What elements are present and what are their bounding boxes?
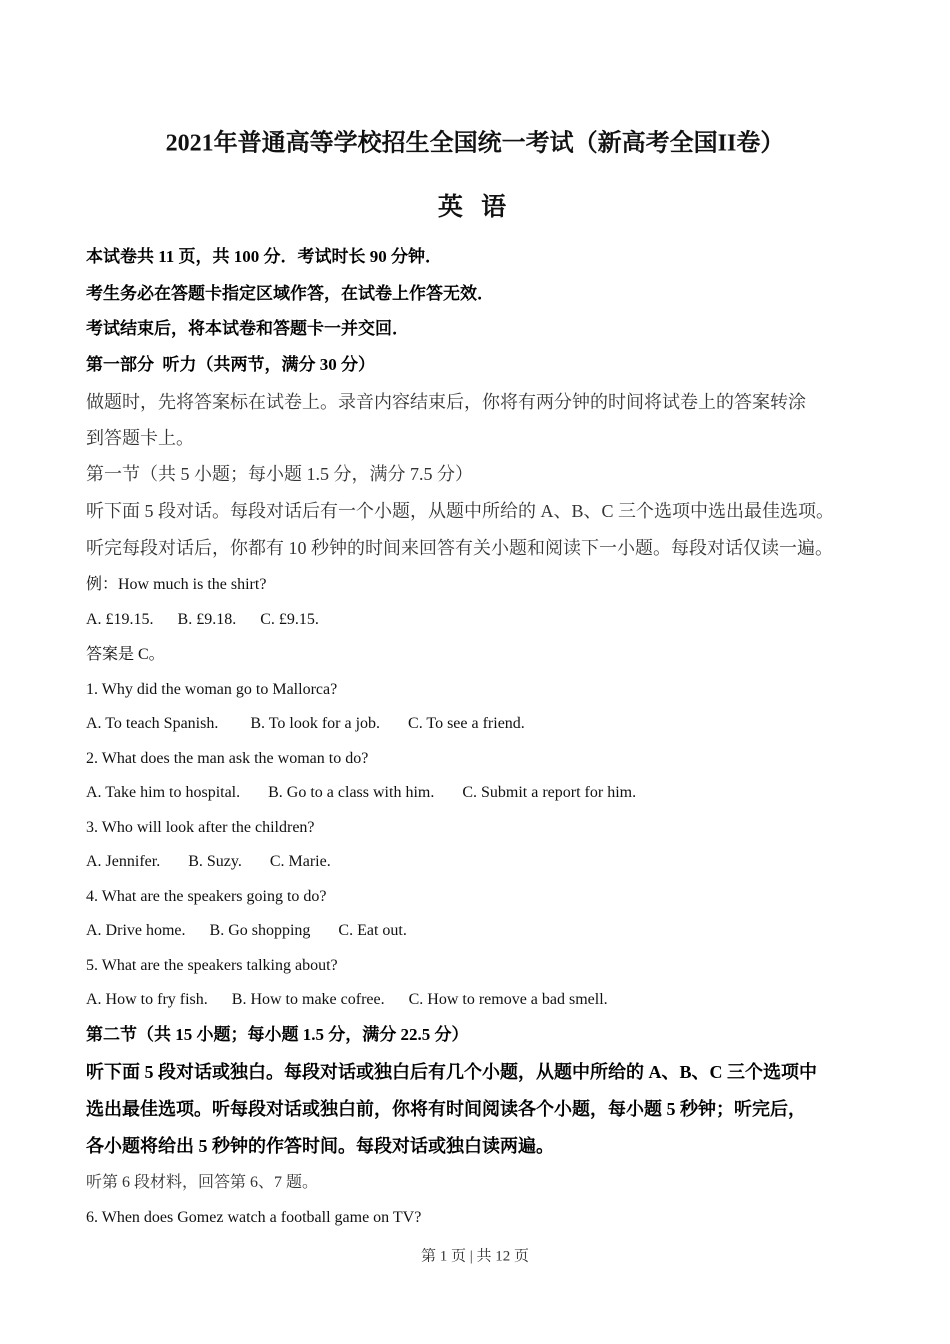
page-footer: 第 1 页 | 共 12 页 xyxy=(420,1248,529,1265)
question: 2. What does the man ask the woman to do? xyxy=(86,750,369,767)
instruction-line: 听完每段对话后，你都有 10 秒钟的时间来回答有关小题和阅读下一小题。每段对话仅读一遍。 xyxy=(86,538,833,558)
section-heading: 第一节（共 5 小题；每小题 1.5 分，满分 7.5 分） xyxy=(86,464,473,484)
question-options: A. How to fry fish. B. How to make cofree. C. How to remove a bad smell. xyxy=(86,991,608,1008)
instruction-line: 听下面 5 段对话或独白。每段对话或独白后有几个小题，从题中所给的 A、B、C 三个选项中 xyxy=(86,1062,817,1082)
question: 1. Why did the woman go to Mallorca? xyxy=(86,681,338,698)
section-heading: 第二节（共 15 小题；每小题 1.5 分，满分 22.5 分） xyxy=(86,1025,469,1044)
notice-line: 本试卷共 11 页，共 100 分．考试时长 90 分钟． xyxy=(86,247,443,266)
notice-line: 考试结束后，将本试卷和答题卡一并交回． xyxy=(86,319,409,338)
exam-title: 2021年普通高等学校招生全国统一考试（新高考全国II卷） xyxy=(165,130,785,157)
example-question: 例：How much is the shirt? xyxy=(86,576,267,593)
instruction-line: 听下面 5 段对话。每段对话后有一个小题，从题中所给的 A、B、C 三个选项中选出最佳选项。 xyxy=(86,501,835,521)
material-note: 听第 6 段材料，回答第 6、7 题。 xyxy=(86,1174,319,1191)
question-options: A. To teach Spanish. B. To look for a job. C. To see a friend. xyxy=(86,715,525,732)
instruction-line: 到答题卡上。 xyxy=(86,428,194,448)
part-heading: 第一部分 听力（共两节，满分 30 分） xyxy=(86,355,375,374)
question: 3. Who will look after the children? xyxy=(86,819,315,836)
example-options: A. £19.15. B. £9.18. C. £9.15. xyxy=(86,611,319,628)
subject-heading: 英 语 xyxy=(437,194,513,221)
instruction-line: 各小题将给出 5 秒钟的作答时间。每段对话或独白读两遍。 xyxy=(86,1136,554,1156)
instruction-line: 选出最佳选项。听每段对话或独白前，你将有时间阅读各个小题，每小题 5 秒钟；听完后， xyxy=(86,1099,806,1119)
question: 6. When does Gomez watch a football game on TV? xyxy=(86,1209,422,1226)
question: 4. What are the speakers going to do? xyxy=(86,888,327,905)
example-answer: 答案是 C。 xyxy=(86,646,165,663)
question-options: A. Take him to hospital. B. Go to a class with him. C. Submit a report for him. xyxy=(86,784,637,801)
notice-line: 考生务必在答题卡指定区域作答，在试卷上作答无效． xyxy=(86,284,494,303)
question: 5. What are the speakers talking about? xyxy=(86,957,338,974)
question-options: A. Drive home. B. Go shopping C. Eat out. xyxy=(86,922,407,939)
question-options: A. Jennifer. B. Suzy. C. Marie. xyxy=(86,853,331,870)
instruction-line: 做题时，先将答案标在试卷上。录音内容结束后，你将有两分钟的时间将试卷上的答案转涂 xyxy=(86,392,806,412)
